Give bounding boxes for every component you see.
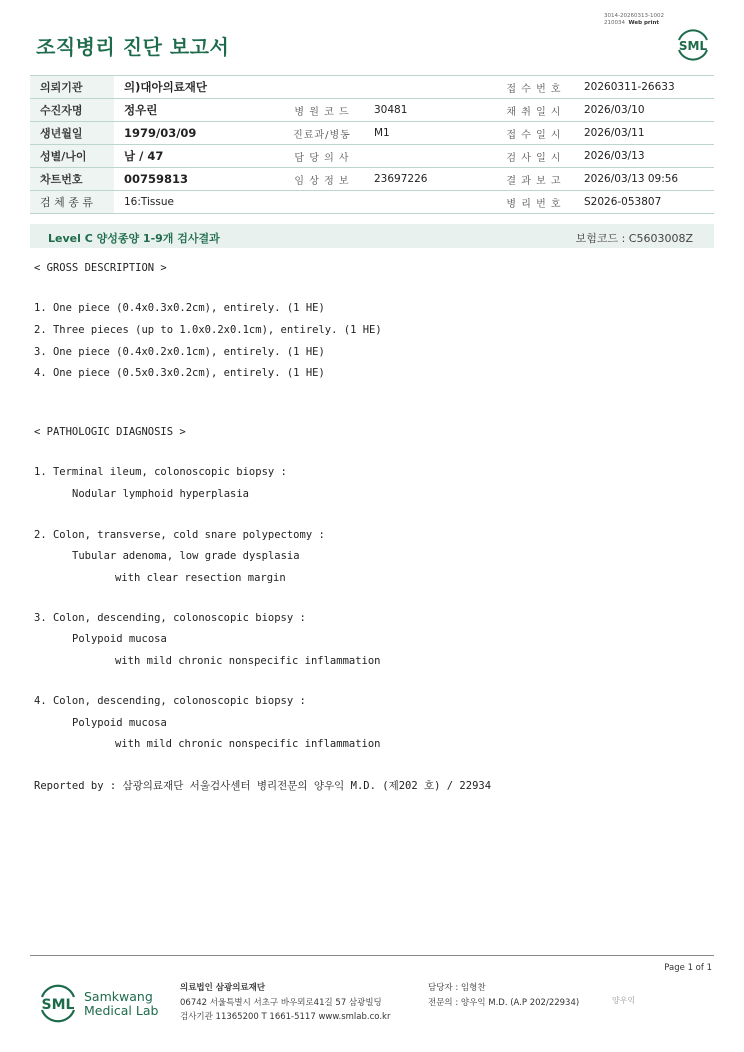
staff-line <box>428 981 486 993</box>
web-print-label: Web print <box>628 20 660 26</box>
page-title: 조직병리 진단 보고서 <box>36 35 230 59</box>
info-row <box>30 191 714 214</box>
diagnosis-site: 4. Colon, descending, colonoscopic biopsy : <box>34 695 306 707</box>
info-label: 수진자명 <box>30 99 114 122</box>
diagnosis-site: 3. Colon, descending, colonoscopic biopsy : <box>34 612 306 624</box>
info-value: 정우린 <box>114 99 280 122</box>
staff-label: 담당자 : <box>428 983 459 993</box>
page-number: Page 1 of 1 <box>664 963 712 973</box>
info-value <box>364 145 494 168</box>
info-label: 진료과/병동 <box>280 122 364 145</box>
info-value: 2026/03/13 09:56 <box>574 168 714 191</box>
info-row <box>30 168 714 191</box>
sml-logo-icon <box>674 26 712 62</box>
info-label: 담 당 의 사 <box>280 145 364 168</box>
info-row <box>30 76 714 99</box>
info-value <box>364 191 494 214</box>
info-label <box>280 191 364 214</box>
footer-divider <box>30 955 714 956</box>
sml-footer-logo-text: SML <box>41 997 75 1013</box>
gross-item: 2. Three pieces (up to 1.0x0.2x0.1cm), entirely. (1 HE) <box>34 324 382 336</box>
brand-line1: Samkwang <box>84 989 153 1004</box>
diagnosis-finding: Nodular lymphoid hyperplasia <box>72 488 250 500</box>
diagnosis-note: with mild chronic nonspecific inflammation <box>115 655 381 667</box>
gross-item: 3. One piece (0.4x0.2x0.1cm), entirely. (1 HE) <box>34 346 325 358</box>
insurance-code: 보험코드 : C5603008Z <box>575 232 693 245</box>
info-row <box>30 99 714 122</box>
info-row <box>30 122 714 145</box>
diagnosis-site: 1. Terminal ileum, colonoscopic biopsy : <box>34 466 287 478</box>
org-name: 의료법인 삼광의료재단 <box>180 983 266 993</box>
specialist-name: 양우익 M.D. (A.P 202/22934) <box>460 998 580 1008</box>
brand-line2: Medical Lab <box>84 1003 159 1018</box>
gross-item: 4. One piece (0.5x0.3x0.2cm), entirely. (1 HE) <box>34 367 325 379</box>
info-label: 검 체 종 류 <box>30 191 114 214</box>
info-value: 의)대아의료재단 <box>114 76 280 99</box>
info-row <box>30 145 714 168</box>
sml-footer-logo-icon <box>36 980 80 1026</box>
reported-by: Reported by : 삼광의료재단 서울검사센터 병리전문의 양우익 M.D. (제202 호) / 22934 <box>34 780 492 792</box>
staff-name: 임형찬 <box>460 983 486 993</box>
diagnosis-finding: Tubular adenoma, low grade dysplasia <box>72 550 300 562</box>
diagnosis-finding: Polypoid mucosa <box>72 633 167 645</box>
info-label: 병 리 번 호 <box>494 191 574 214</box>
diagnosis-finding: Polypoid mucosa <box>72 717 167 729</box>
info-value: 2026/03/11 <box>574 122 714 145</box>
info-label: 접 수 일 시 <box>494 122 574 145</box>
info-label: 채 취 일 시 <box>494 99 574 122</box>
info-label: 의뢰기관 <box>30 76 114 99</box>
info-label: 차트번호 <box>30 168 114 191</box>
info-label <box>280 76 364 99</box>
diagnosis-note: with clear resection margin <box>115 572 286 584</box>
info-label: 결 과 보 고 <box>494 168 574 191</box>
info-value: 30481 <box>364 99 494 122</box>
info-label: 접 수 번 호 <box>494 76 574 99</box>
info-value: 남 / 47 <box>114 145 280 168</box>
specialist-line <box>428 996 579 1008</box>
info-label: 임 상 정 보 <box>280 168 364 191</box>
info-value: 16:Tissue <box>114 191 280 214</box>
info-label: 성별/나이 <box>30 145 114 168</box>
test-level-label: Level C 양성종양 1-9개 검사결과 <box>48 232 220 245</box>
pathologic-diagnosis-header: < PATHOLOGIC DIAGNOSIS > <box>34 426 186 438</box>
info-value: 2026/03/13 <box>574 145 714 168</box>
org-address: 06742 서울특별시 서초구 바우뫼로41길 57 삼광빌딩 <box>180 998 382 1008</box>
diagnosis-note: with mild chronic nonspecific inflammation <box>115 738 381 750</box>
info-value: 23697226 <box>364 168 494 191</box>
report-code-line2: 210034 <box>604 20 625 26</box>
info-label: 생년월일 <box>30 122 114 145</box>
diagnosis-site: 2. Colon, transverse, cold snare polypectomy : <box>34 529 325 541</box>
gross-item: 1. One piece (0.4x0.3x0.2cm), entirely. (1 HE) <box>34 302 325 314</box>
info-label: 검 사 일 시 <box>494 145 574 168</box>
info-value: 2026/03/10 <box>574 99 714 122</box>
report-code-line1: 3014-20260313-1002 <box>604 13 664 19</box>
info-value <box>364 76 494 99</box>
specialist-label: 전문의 : <box>428 998 459 1008</box>
patient-info-table <box>30 75 714 214</box>
signature-stamp: 양우익 <box>612 996 636 1005</box>
report-code <box>604 13 664 27</box>
gross-description-header: < GROSS DESCRIPTION > <box>34 262 167 274</box>
org-contact: 검사기관 11365200 T 1661-5117 www.smlab.co.kr <box>180 1012 391 1022</box>
info-label: 병 원 코 드 <box>280 99 364 122</box>
info-value: 00759813 <box>114 168 280 191</box>
info-value: M1 <box>364 122 494 145</box>
info-value: 20260311-26633 <box>574 76 714 99</box>
info-value: 1979/03/09 <box>114 122 280 145</box>
sml-logo-text: SML <box>678 39 708 53</box>
info-value: S2026-053807 <box>574 191 714 214</box>
brand-name <box>84 990 158 1018</box>
